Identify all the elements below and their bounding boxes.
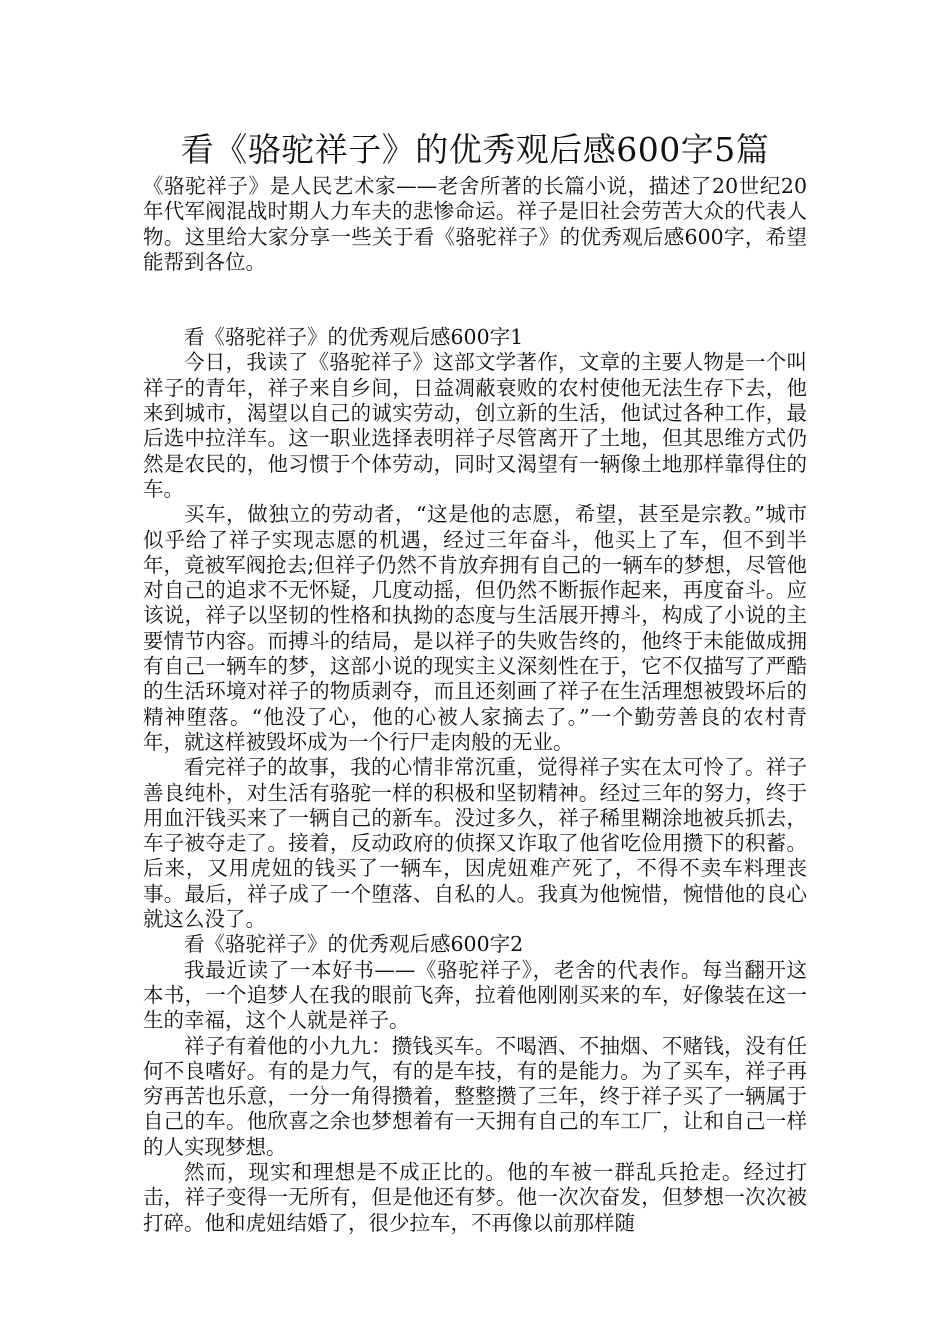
document-title: 看《骆驼祥子》的优秀观后感600字5篇 [180,130,770,169]
section-2-paragraph-2: 祥子有着他的小九九：攒钱买车。不喝酒、不抽烟、不赌钱，没有任何不良嗜好。有的是力气，有的是车技，有的是能力。为了买车，祥子再穷再苦也乐意，一分一角得攒着，整整攒了三年，终于祥子买了一辆属于自己的车。他欣喜之余也梦想着有一天拥有自己的车工厂，让和自己一样的人实现梦想。 [143,1033,807,1159]
intro-paragraph: 《骆驼祥子》是人民艺术家——老舍所著的长篇小说，描述了20世纪20年代军阀混战时期人力车夫的悲惨命运。祥子是旧社会劳苦大众的代表人物。这里给大家分享一些关于看《骆驼祥子》的优秀观后感600字，希望能帮到各位。 [143,174,807,274]
section-2-heading: 看《骆驼祥子》的优秀观后感600字2 [184,932,524,957]
section-1-heading: 看《骆驼祥子》的优秀观后感600字1 [184,325,524,350]
section-1-paragraph-3: 看完祥子的故事，我的心情非常沉重，觉得祥子实在太可怜了。祥子善良纯朴，对生活有骆驼一样的积极和坚韧精神。经过三年的努力，终于用血汗钱买来了一辆自己的新车。没过多久，祥子稀里糊涂地被兵抓去，车子被夺走了。接着，反动政府的侦探又诈取了他省吃俭用攒下的积蓄。后来，又用虎妞的钱买了一辆车，因虎妞难产死了，不得不卖车料理丧事。最后，祥子成了一个堕落、自私的人。我真为他惋惜，惋惜他的良心就这么没了。 [143,755,807,932]
document-body [143,174,807,1236]
section-spacer [143,275,807,325]
section-2-paragraph-1: 我最近读了一本好书——《骆驼祥子》，老舍的代表作。每当翻开这本书，一个追梦人在我的眼前飞奔，拉着他刚刚买来的车，好像装在这一生的幸福，这个人就是祥子。 [143,957,807,1033]
section-1-paragraph-1: 今日，我读了《骆驼祥子》这部文学著作，文章的主要人物是一个叫祥子的青年，祥子来自乡间，日益凋蔽衰败的农村使他无法生存下去，他来到城市，渴望以自己的诚实劳动，创立新的生活，他试过各种工作，最后选中拉洋车。这一职业选择表明祥子尽管离开了土地，但其思维方式仍然是农民的，他习惯于个体劳动，同时又渴望有一辆像土地那样靠得住的车。 [143,350,807,501]
section-1-paragraph-2: 买车，做独立的劳动者，“这是他的志愿，希望，甚至是宗教。”城市似乎给了祥子实现志愿的机遇，经过三年奋斗，他买上了车，但不到半年，竟被军阀抢去;但祥子仍然不肯放弃拥有自己的一辆车的梦想，尽管他对自己的追求不无怀疑，几度动摇，但仍然不断振作起来，再度奋斗。应该说，祥子以坚韧的性格和执拗的态度与生活展开搏斗，构成了小说的主要情节内容。而搏斗的结局，是以祥子的失败告终的，他终于未能做成拥有自己一辆车的梦，这部小说的现实主义深刻性在于，它不仅描写了严酷的生活环境对祥子的物质剥夺，而且还刻画了祥子在生活理想被毁坏后的精神堕落。“他没了心，他的心被人家摘去了。”一个勤劳善良的农村青年，就这样被毁坏成为一个行尸走肉般的无业。 [143,502,807,754]
section-2-paragraph-3: 然而，现实和理想是不成正比的。他的车被一群乱兵抢走。经过打击，祥子变得一无所有，但是他还有梦。他一次次奋发，但梦想一次次被打碎。他和虎妞结婚了，很少拉车，不再像以前那样随 [143,1159,807,1235]
